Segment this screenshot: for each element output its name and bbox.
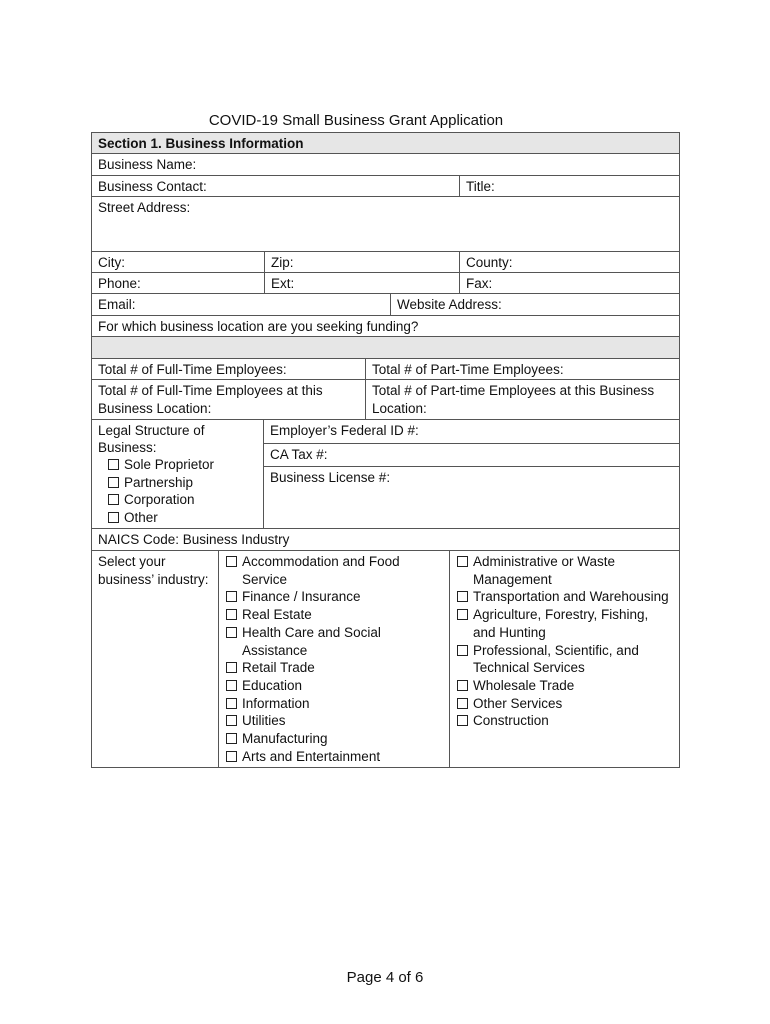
- checkbox-icon[interactable]: [457, 591, 468, 602]
- checkbox-icon[interactable]: [226, 715, 237, 726]
- industry-option[interactable]: [226, 588, 443, 606]
- industry-option-label: Manufacturing: [242, 731, 328, 747]
- industry-option[interactable]: [457, 606, 673, 641]
- fax-field[interactable]: Fax:: [459, 273, 679, 293]
- industry-option-label-cont: Management: [473, 571, 552, 587]
- checkbox-icon[interactable]: [226, 627, 237, 638]
- industry-option-label: Information: [242, 695, 310, 711]
- legal-structure-label: Legal Structure of Business:: [98, 423, 205, 455]
- select-industry-label: Select your business’ industry:: [98, 554, 209, 587]
- industry-option[interactable]: [457, 695, 673, 713]
- checkbox-icon[interactable]: [226, 751, 237, 762]
- industry-option[interactable]: [226, 748, 443, 766]
- industry-option-label-cont: Service: [242, 571, 288, 587]
- industry-option[interactable]: [226, 624, 443, 659]
- checkbox-icon[interactable]: [226, 680, 237, 691]
- checkbox-icon[interactable]: [226, 609, 237, 620]
- employees-total-row: [91, 359, 680, 380]
- ext-field[interactable]: Ext:: [264, 273, 459, 293]
- id-fields-cell: [263, 420, 679, 528]
- ca-tax-field[interactable]: CA Tax #:: [264, 444, 679, 467]
- business-name-label: Business Name:: [98, 157, 197, 172]
- city-field[interactable]: City:: [98, 255, 125, 270]
- title-field[interactable]: Title:: [459, 176, 679, 196]
- industry-option-label: Utilities: [242, 713, 286, 729]
- legal-structure-row: [91, 420, 680, 529]
- business-name-row[interactable]: [91, 154, 680, 176]
- checkbox-icon[interactable]: [226, 698, 237, 709]
- industry-option[interactable]: [226, 677, 443, 695]
- naics-row: [91, 529, 680, 551]
- federal-id-field[interactable]: Employer’s Federal ID #:: [264, 420, 679, 444]
- checkbox-icon[interactable]: [108, 494, 119, 505]
- industry-option[interactable]: [226, 730, 443, 748]
- industry-option-label: Professional, Scientific, and: [473, 642, 639, 658]
- industry-option-label: Real Estate: [242, 607, 312, 623]
- employees-location-row: [91, 380, 680, 420]
- industry-option[interactable]: [226, 606, 443, 624]
- industry-option[interactable]: [457, 677, 673, 695]
- checkbox-icon[interactable]: [457, 609, 468, 620]
- industry-option-label: Education: [242, 677, 303, 693]
- business-contact-field[interactable]: Business Contact:: [98, 179, 207, 194]
- industry-option[interactable]: [457, 588, 673, 606]
- checkbox-icon[interactable]: [457, 556, 468, 567]
- industry-option[interactable]: [457, 642, 673, 677]
- industry-option[interactable]: [226, 695, 443, 713]
- phone-field[interactable]: Phone:: [98, 276, 141, 291]
- legal-structure-cell: [92, 420, 264, 528]
- street-address-label: Street Address:: [98, 200, 191, 215]
- industry-column-1: [218, 551, 449, 767]
- street-address-row[interactable]: [91, 197, 680, 252]
- industry-row: [91, 551, 680, 768]
- fulltime-location-field[interactable]: Total # of Full-Time Employees at this Business Location:: [98, 383, 323, 416]
- industry-option[interactable]: [226, 712, 443, 730]
- checkbox-icon[interactable]: [457, 645, 468, 656]
- industry-option-label: Administrative or Waste: [473, 554, 616, 569]
- email-row: [91, 294, 680, 316]
- industry-option-label: Retail Trade: [242, 660, 315, 676]
- legal-option-sole-proprietor[interactable]: Sole Proprietor: [108, 456, 258, 474]
- fulltime-total-field[interactable]: Total # of Full-Time Employees:: [98, 362, 287, 377]
- city-row: [91, 252, 680, 273]
- industry-option[interactable]: [457, 553, 673, 588]
- business-information-form: [91, 132, 680, 768]
- naics-label: NAICS Code: Business Industry: [98, 532, 290, 547]
- industry-option-label: Construction: [473, 713, 549, 729]
- website-field[interactable]: Website Address:: [390, 294, 679, 315]
- industry-option-label: Other Services: [473, 695, 563, 711]
- location-question-label: For which business location are you seeking funding?: [98, 319, 419, 334]
- industry-option-label: Transportation and Warehousing: [473, 589, 669, 605]
- industry-option-label-cont: Assistance: [242, 642, 308, 658]
- parttime-location-field[interactable]: Total # of Part-time Employees at this Business Location:: [365, 380, 679, 419]
- checkbox-icon[interactable]: [226, 591, 237, 602]
- section-header: [91, 132, 680, 154]
- industry-option-label: Health Care and Social: [242, 624, 381, 640]
- industry-option[interactable]: [457, 712, 673, 730]
- checkbox-icon[interactable]: [226, 733, 237, 744]
- industry-option-label: Agriculture, Forestry, Fishing,: [473, 607, 649, 623]
- industry-option-label-cont: and Hunting: [473, 624, 546, 640]
- page-number: Page 4 of 6: [346, 969, 424, 986]
- checkbox-icon[interactable]: [108, 512, 119, 523]
- industry-option-label: Arts and Entertainment: [242, 748, 381, 764]
- location-question-row[interactable]: [91, 316, 680, 337]
- checkbox-icon[interactable]: [457, 680, 468, 691]
- checkbox-icon[interactable]: [108, 477, 119, 488]
- legal-option-corporation[interactable]: Corporation: [108, 491, 258, 509]
- section-header-label: Section 1. Business Information: [98, 136, 304, 151]
- industry-option-label: Finance / Insurance: [242, 589, 361, 605]
- legal-option-partnership[interactable]: Partnership: [108, 474, 258, 492]
- county-field[interactable]: County:: [459, 252, 679, 272]
- phone-row: [91, 273, 680, 294]
- checkbox-icon[interactable]: [226, 556, 237, 567]
- checkbox-icon[interactable]: [457, 698, 468, 709]
- legal-option-other[interactable]: Other: [108, 509, 258, 527]
- gray-spacer-row: [91, 337, 680, 359]
- zip-field[interactable]: Zip:: [264, 252, 459, 272]
- checkbox-icon[interactable]: [108, 459, 119, 470]
- checkbox-icon[interactable]: [226, 662, 237, 673]
- checkbox-icon[interactable]: [457, 715, 468, 726]
- email-field[interactable]: Email:: [98, 297, 136, 312]
- industry-option-label-cont: Technical Services: [473, 660, 585, 676]
- form-title: COVID-19 Small Business Grant Application: [208, 112, 504, 129]
- business-contact-row: [91, 176, 680, 197]
- industry-column-2: [449, 551, 679, 767]
- industry-option[interactable]: [226, 553, 443, 588]
- industry-option[interactable]: [226, 659, 443, 677]
- business-license-field[interactable]: Business License #:: [270, 470, 391, 485]
- parttime-total-field[interactable]: Total # of Part-Time Employees:: [365, 359, 679, 379]
- industry-option-label: Wholesale Trade: [473, 677, 575, 693]
- industry-option-label: Accommodation and Food: [242, 554, 400, 569]
